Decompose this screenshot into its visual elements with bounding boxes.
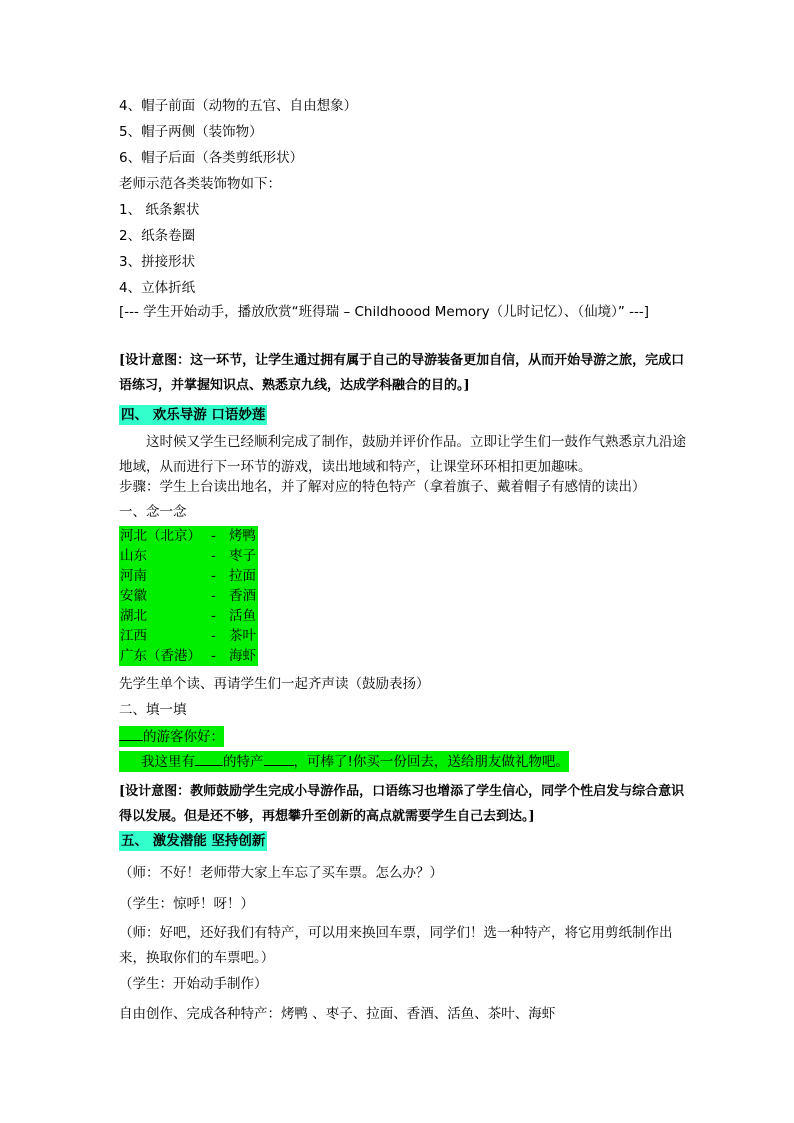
section-heading-4: 四、 欢乐导游 口语妙莲: [121, 407, 266, 423]
paragraph: 这时候又学生已经顺利完成了制作，鼓励并评价作品。立即让学生们一鼓作气熟悉京九沿途地域，从而进行下一环节的游戏，读出地域和特产，让课堂环环相扣更加趣味。: [119, 434, 686, 475]
text-line: 5、帽子两侧（装饰物）: [119, 124, 263, 140]
dash: -: [211, 608, 216, 624]
text-line: 3、拼接形状: [119, 254, 196, 270]
text-line: 老师示范各类装饰物如下：: [119, 176, 281, 192]
product: 茶叶: [229, 628, 256, 644]
product: 活鱼: [229, 608, 256, 624]
text-line: （师：好吧，还好我们有特产，可以用来换回车票，同学们！选一种特产，将它用剪纸制作出来，换取你们的车票吧。）: [119, 925, 673, 966]
table-row: [119, 526, 258, 546]
text-line: （学生：惊呼！呀！）: [119, 896, 254, 912]
place: 河北（北京）: [120, 528, 201, 544]
table-row: [119, 606, 258, 626]
music-note: [--- 学生开始动手，播放欣赏“班得瑞 – Childhoood Memory（儿时记忆）、（仙境）” ---]: [119, 304, 650, 320]
sub-heading: 二、填一填: [119, 702, 187, 718]
fill-text: 我这里有: [141, 754, 195, 770]
product: 拉面: [229, 568, 256, 584]
text-line: 6、帽子后面（各类剪纸形状）: [119, 150, 304, 166]
table-row: [119, 646, 258, 666]
fill-text: 的特产: [223, 754, 264, 770]
text-line: 自由创作、完成各种特产：烤鸭 、枣子、拉面、香酒、活鱼、茶叶、海虾: [119, 1006, 556, 1022]
text-line: （师：不好！老师带大家上车忘了买车票。怎么办？）: [119, 865, 443, 881]
place: 安徽: [120, 588, 147, 604]
dash: -: [211, 628, 216, 644]
steps-line: 步骤：学生上台读出地名，并了解对应的特色特产（拿着旗子、戴着帽子有感情的读出）: [119, 479, 646, 495]
dash: -: [211, 548, 216, 564]
text-line: （学生：开始动手制作）: [119, 976, 268, 992]
section-heading-5: 五、 激发潜能 坚持创新: [121, 833, 266, 849]
dash: -: [211, 528, 216, 544]
fill-line-1: [119, 726, 224, 747]
sub-heading: 一、念一念: [119, 504, 187, 520]
blank: [119, 726, 143, 741]
text-line: 1、 纸条絮状: [119, 202, 200, 218]
place-product-table: [119, 526, 258, 666]
product: 枣子: [229, 548, 256, 564]
place: 山东: [120, 548, 147, 564]
fill-text: ，可棒了!你买一份回去，送给朋友做礼物吧。: [293, 754, 569, 770]
fill-line-2: [119, 751, 569, 772]
dash: -: [211, 588, 216, 604]
dash: -: [211, 568, 216, 584]
dash: -: [211, 648, 216, 664]
text-line: 4、帽子前面（动物的五官、自由想象）: [119, 98, 358, 114]
table-row: [119, 546, 258, 566]
text-line: 4、立体折纸: [119, 280, 196, 296]
product: 烤鸭: [229, 528, 256, 544]
product: 海虾: [229, 648, 256, 664]
place: 广东（香港）: [120, 648, 201, 664]
blank: [264, 751, 294, 766]
place: 江西: [120, 628, 147, 644]
product: 香酒: [229, 588, 256, 604]
table-row: [119, 586, 258, 606]
text-line: 2、纸条卷圈: [119, 228, 196, 244]
table-row: [119, 566, 258, 586]
place: 湖北: [120, 608, 147, 624]
design-intent-2: [设计意图：教师鼓励学生完成小导游作品，口语练习也增添了学生信心，同学个性启发与综合意识得以发展。但是还不够，再想攀升至创新的高点就需要学生自己去到达。]: [119, 784, 685, 824]
blank: [195, 751, 223, 766]
design-intent-1: [设计意图：这一环节，让学生通过拥有属于自己的导游装备更加自信，从而开始导游之旅，完成口语练习，并掌握知识点、熟悉京九线，达成学科融合的目的。]: [119, 353, 685, 393]
fill-text: 的游客你好：: [143, 729, 224, 745]
table-row: [119, 626, 258, 646]
reading-instruction: 先学生单个读、再请学生们一起齐声读（鼓励表扬）: [119, 676, 430, 692]
place: 河南: [120, 568, 147, 584]
